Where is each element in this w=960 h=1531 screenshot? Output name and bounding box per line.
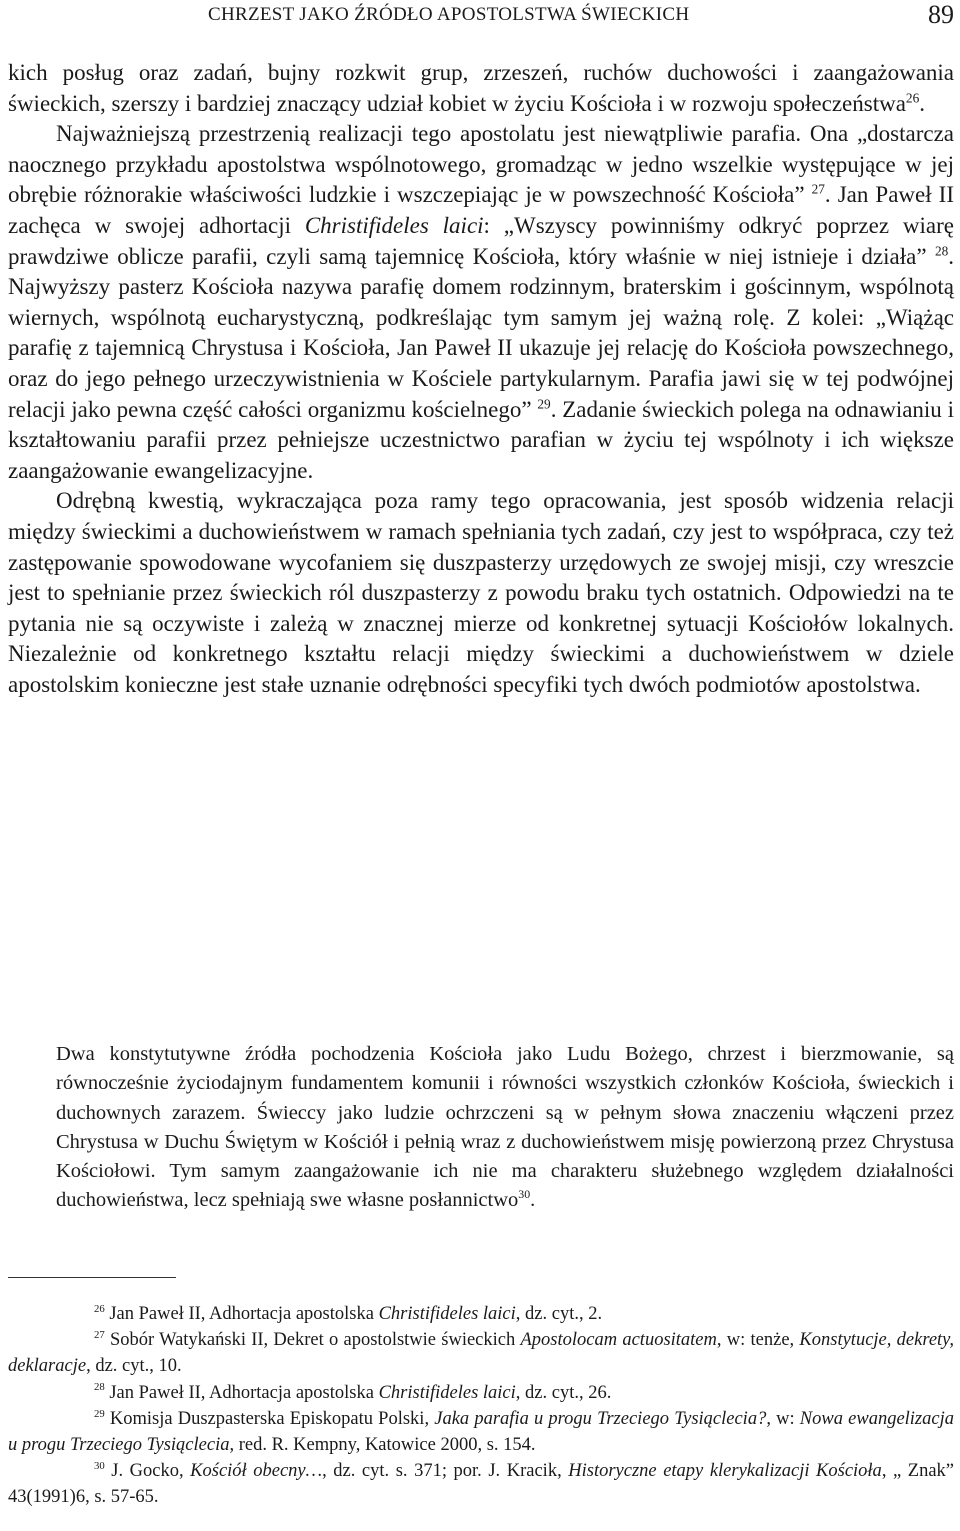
footnote-text: , w: tenże,	[716, 1330, 800, 1351]
footnote-text: , red. R. Kempny, Katowice 2000, s. 154.	[229, 1435, 536, 1456]
footnote-29: $^{29}$ Komisja Duszpasterska Episkopatu Polski, Jaka parafia u progu Trzeciego Tysiąclecia?, w: Nowa ewangelizacja u progu Trzeciego Tysiąclecia, red. R. Kempny, Katowice 2000, s. 154.	[8, 1407, 954, 1456]
footnote-text: J. Gocko,	[111, 1461, 191, 1482]
footnote-27: $^{27}$ Sobór Watykański II, Dekret o apostolstwie świeckich Apostolocam actuositatem, w: tenże, Konstytucje, dekrety, deklaracje, dz. cyt., 10.	[8, 1329, 954, 1377]
footnote-text: Jan Paweł II, Adhortacja apostolska	[109, 1382, 379, 1403]
footnote-title: Jaka parafia u progu Trzeciego Tysiąclecia?	[434, 1408, 767, 1429]
footnote-text: Sobór Watykański II, Dekret o apostolstwie świeckich	[109, 1330, 521, 1351]
footnote-text: , dz. cyt., 26.	[515, 1382, 612, 1403]
footnote-title: Kościół obecny…	[190, 1461, 323, 1482]
paragraph-3	[8, 486, 954, 700]
footnote-text: , dz. cyt., 10.	[86, 1356, 182, 1377]
main-text	[8, 58, 954, 700]
summary-text: Dwa konstytutywne źródła pochodzenia Kościoła jako Ludu Bożego, chrzest i bierzmowanie, są równocześnie życiodajnym fundamentem komunii i równości wszystkich członków Kościoła, świeckich i duchownych zarazem. Świeccy jako ludzie ochrzczeni są w pełnym słowa znaczeniu włączeni przez Chrystusa w Duchu Świętym w Kościół i pełnią wraz z duchowieństwem misję powierzoną przez Chrystusa Kościołowi. Tym samym zaangażowanie ich nie ma charakteru służebnego względem działalności duchowieństwa, lecz spełniają swe własne posłannictwo	[56, 1043, 954, 1212]
footnote-text: , w:	[766, 1408, 800, 1429]
footnote-ref-30: 30	[518, 1187, 531, 1202]
footnote-title: Christifideles laici	[378, 1382, 516, 1403]
footnote-title: Christifideles laici	[378, 1304, 516, 1324]
summary-paragraph	[56, 1040, 954, 1216]
footnote-ref-28: 28	[934, 242, 949, 258]
work-title-christifideles: Christifideles laici	[304, 212, 484, 238]
footnote-title: Konstytucje, dekrety, deklaracje	[8, 1330, 954, 1377]
running-head	[8, 0, 954, 30]
paragraph-3-text: Odrębną kwestią, wykraczająca poza ramy tego opracowania, jest sposób widzenia relacji między świeckimi a duchowieństwem w ramach spełniania tych zadań, czy jest to współpraca, czy też zastępowanie spowodowane wycofaniem się duszpasterzy urzędowych ze swojej misji, czy wreszcie jest to spełnianie przez świeckich ról duszpasterzy z powodu braku tych ostatnich. Odpowiedzi na te pytania nie są oczywiste i zależą w znacznej mierze od konkretnej sytuacji Kościołów lokalnych. Niezależnie od konkretnego kształtu relacji między świeckimi a duchowieństwem w dziele apostolskim konieczne jest stałe uznanie odrębności specyfiki tych dwóch podmiotów apostolstwa.	[8, 488, 954, 697]
paragraph-2-part-3: : „Wszyscy powinniśmy odkryć poprzez wiarę prawdziwe oblicze parafii, czyli samą tajemnicę Kościoła, który właśnie w niej istnieje i działa”	[8, 212, 954, 269]
paragraph-1	[8, 58, 954, 119]
footnote-text: Jan Paweł II, Adhortacja apostolska	[109, 1304, 379, 1324]
footnote-title: Nowa ewangelizacja u progu Trzeciego Tysiąclecia	[8, 1408, 954, 1456]
footnote-26: $^{26}$ Jan Paweł II, Adhortacja apostolska Christifideles laici, dz. cyt., 2.	[94, 1302, 603, 1324]
paragraph-2-part-1: Najważniejszą przestrzenią realizacji tego apostolatu jest niewątpliwie parafia. Ona „dostarcza naocznego przykładu apostolstwa wspólnotowego, gromadząc w jedno wszelkie występujące w jej obrębie różnorakie właściwości ludzkie i wszczepiając je w powszechność Kościoła”	[8, 121, 954, 208]
footnote-divider	[8, 1277, 176, 1278]
footnote-text: , „ Znak” 43(1991)6, s. 57-65.	[8, 1461, 954, 1508]
footnote-text: , dz. cyt., 2.	[515, 1304, 603, 1324]
footnote-title: Historyczne etapy klerykalizacji Kościoła	[568, 1461, 882, 1482]
footnote-text: Komisja Duszpasterska Episkopatu Polski,	[109, 1408, 435, 1429]
footnote-text: , dz. cyt. s. 371; por. J. Kracik,	[322, 1461, 569, 1482]
summary-end: .	[530, 1189, 536, 1212]
paragraph-2-part-4: . Najwyższy pasterz Kościoła nazywa parafię domem rodzinnym, braterskim i gościnnym, wspólnotą wiernych, wspólnotą eucharystyczną, podkreślając tym samym jej ważną rolę. Z kolei: „Wiążąc parafię z tajemnicą Chrystusa i Kościoła, Jan Paweł II ukazuje jej relację do Kościoła powszechnego, oraz do jego pełnego urzeczywistnienia w Kościele partykularnym. Parafia jawi się w tej podwójnej relacji jako pewna część całości organizmu kościelnego”	[8, 243, 955, 422]
footnote-ref-26: 26	[905, 89, 920, 105]
footnote-28: $^{28}$ Jan Paweł II, Adhortacja apostolska Christifideles laici, dz. cyt., 26.	[94, 1381, 612, 1403]
paragraph-2	[8, 119, 954, 486]
paragraph-1-end: .	[919, 90, 925, 116]
footnote-ref-29: 29	[537, 395, 551, 411]
paragraph-2-part-2: . Jan Paweł II zachęca w swojej adhortacji	[8, 182, 954, 238]
paragraph-2-part-5: . Zadanie świeckich polega na odnawianiu i kształtowaniu parafii przez pełniejsze uczestnictwo parafian w życiu tej wspólnoty i ich większe zaangażowanie ewangelizacyjne.	[8, 396, 954, 483]
footnotes	[8, 1301, 954, 1511]
footnote-30: $^{30}$ J. Gocko, Kościół obecny…, dz. cyt. s. 371; por. J. Kracik, Historyczne etapy klerykalizacji Kościoła, „ Znak” 43(1991)6, s. 57-65.	[8, 1460, 954, 1508]
footnote-title: Apostolocam actuositatem	[520, 1330, 717, 1351]
footnote-ref-27: 27	[811, 181, 825, 197]
running-title: CHRZEST JAKO ŹRÓDŁO APOSTOLSTWA ŚWIECKICH	[208, 4, 690, 25]
paragraph-1-text: kich posług oraz zadań, bujny rozkwit grup, zrzeszeń, ruchów duchowości i zaangażowania świeckich, szerszy i bardziej znaczący udział kobiet w życiu Kościoła i w rozwoju społeczeństwa	[8, 60, 954, 116]
page-number: 89	[928, 0, 954, 29]
